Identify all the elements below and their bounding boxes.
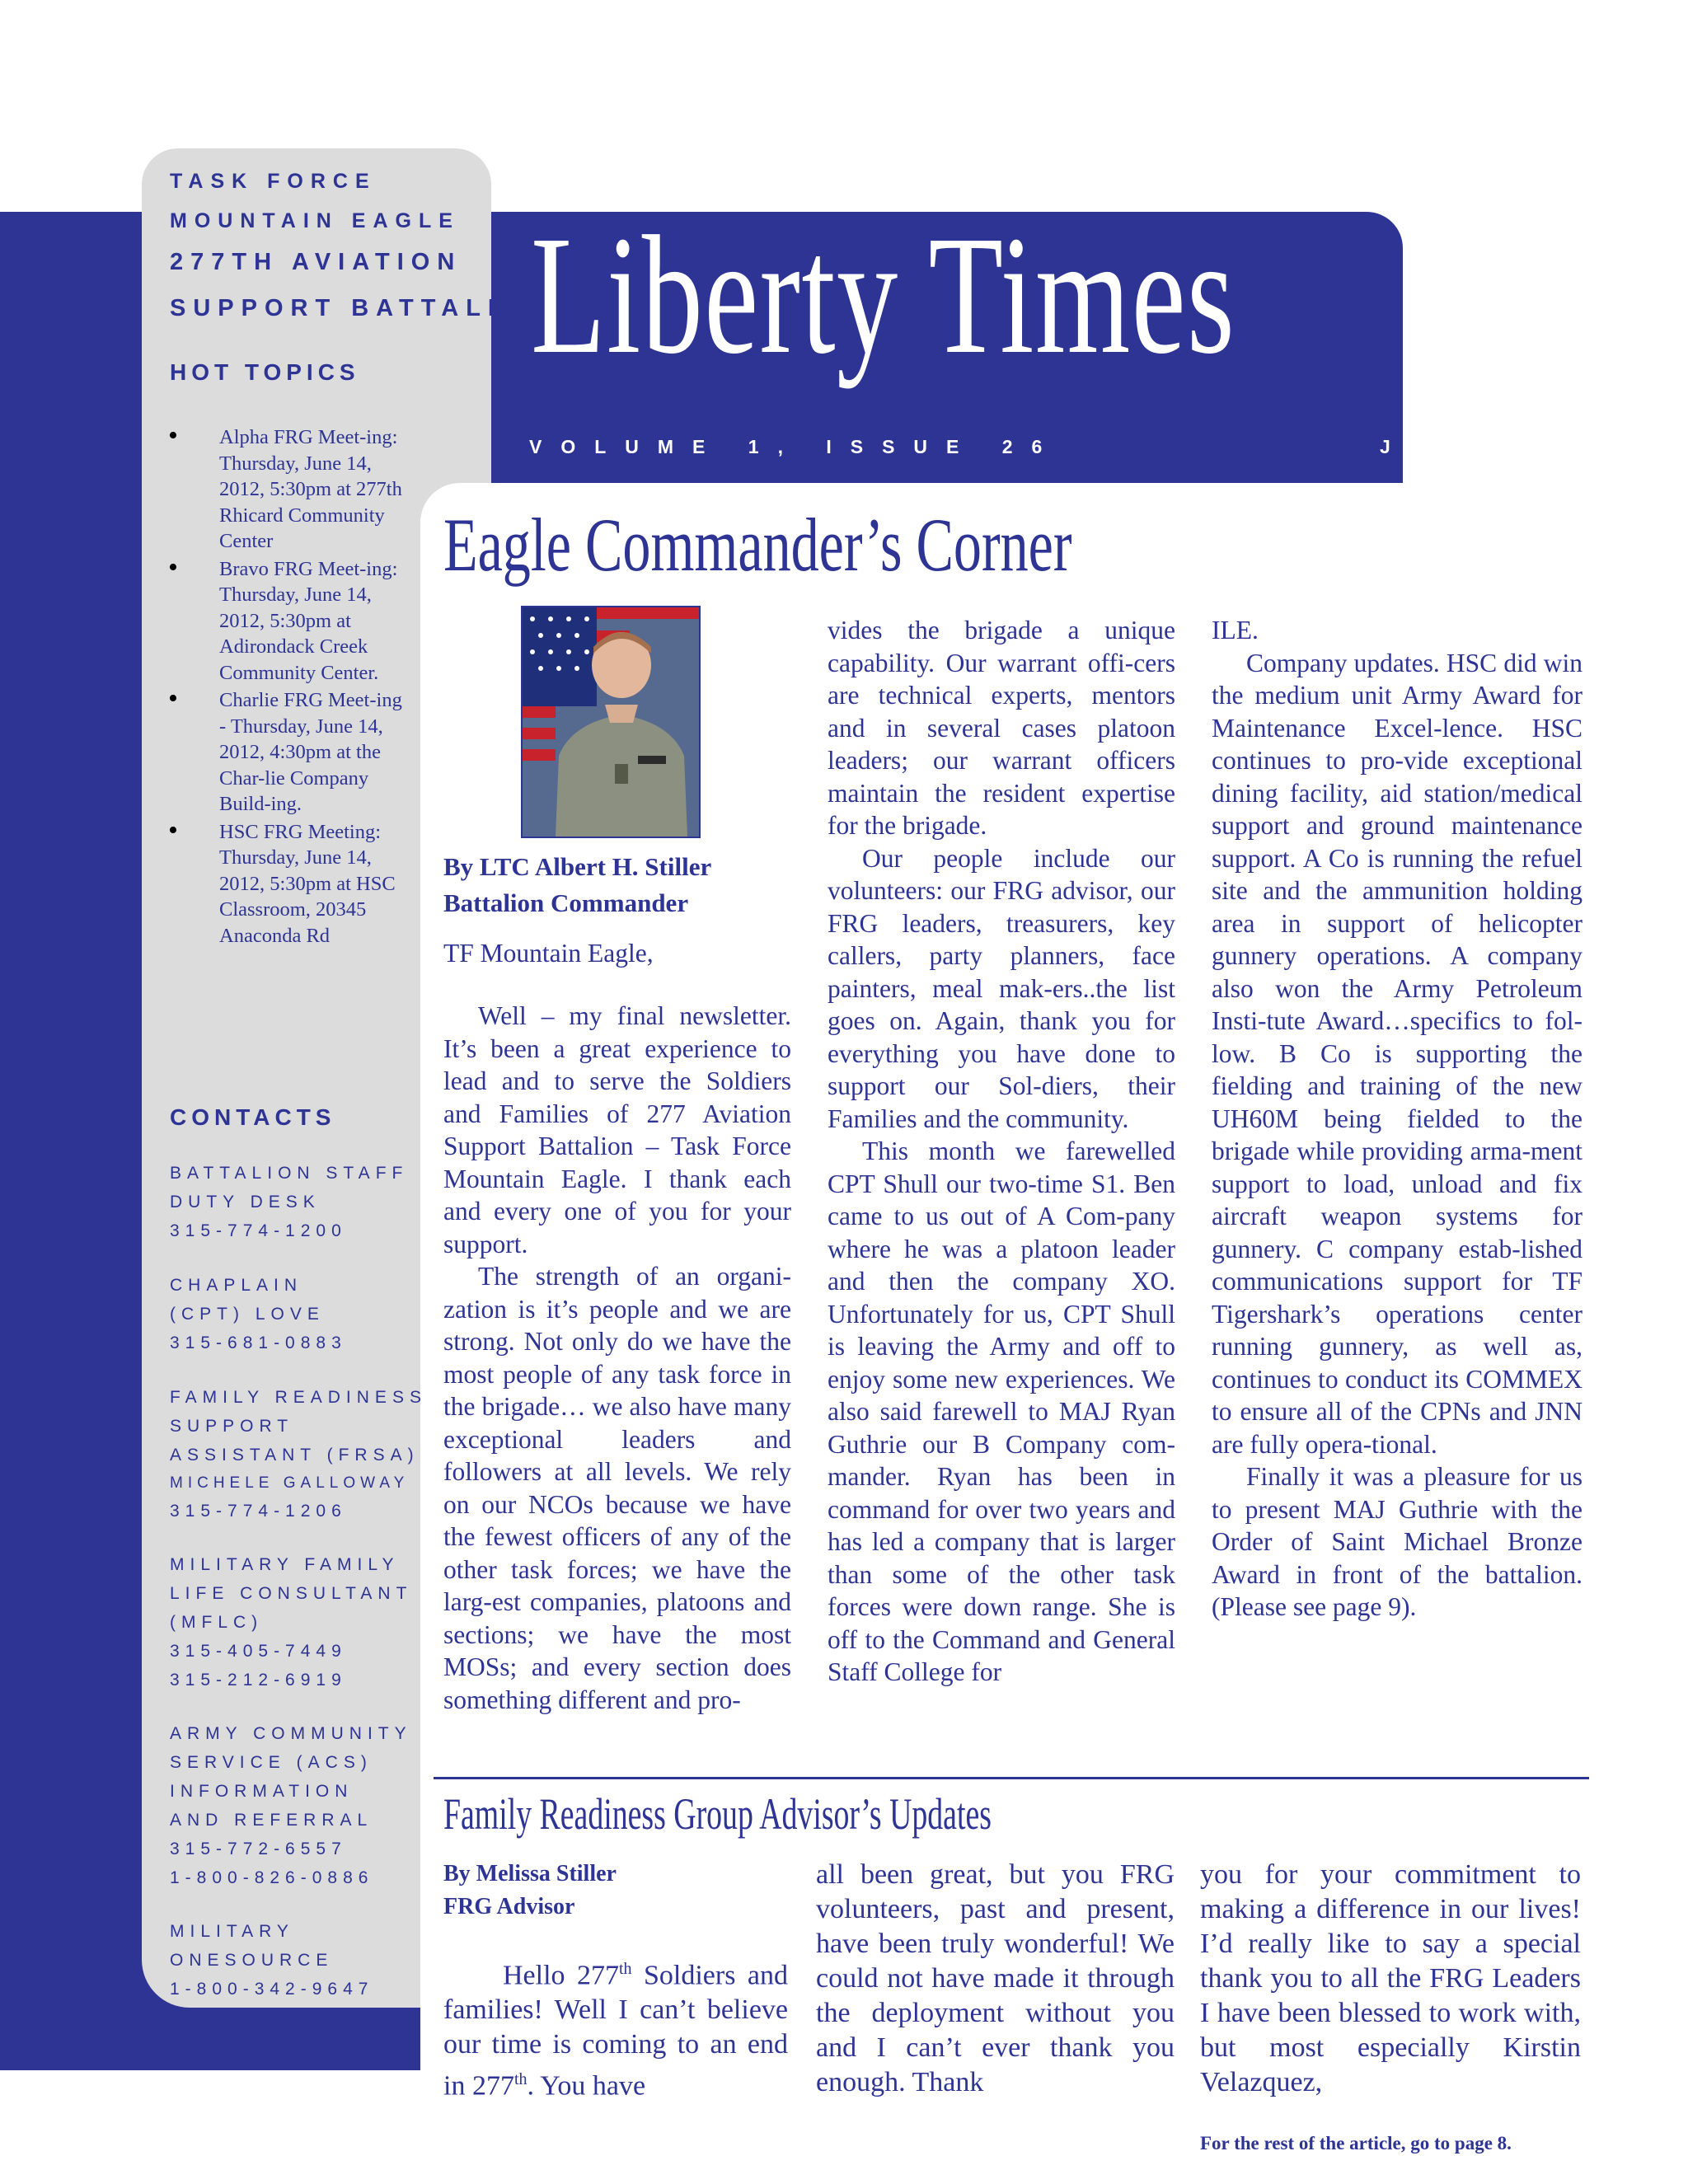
contact-phone: 1-800-826-0886	[170, 1868, 374, 1887]
commander-photo	[521, 606, 701, 838]
greeting: TF Mountain Eagle,	[443, 939, 654, 968]
paragraph: Finally it was a pleasure for us to present MAJ Guthrie with the Order of Saint Michael Bronze Award in front of the battalion. (Please see page 9).	[1212, 1462, 1582, 1621]
contact-phone: 315-681-0883	[170, 1333, 347, 1352]
hot-topic-item: • HSC FRG Meeting: Thursday, June 14, 2012, 5:30pm at HSC Classroom, 20345 Anaconda Rd	[163, 819, 410, 949]
contact-name: MICHELE GALLOWAY	[170, 1474, 410, 1492]
paragraph: Our people include our volunteers: our FRG advisor, our FRG leaders, treasurers, key callers, party planners, face painters, meal mak-ers..the list goes on. Again, thank you for everything you have done to support our Sol-diers, their Families and the community.	[828, 843, 1175, 1133]
masthead	[491, 200, 1409, 484]
hot-topics-list	[163, 424, 410, 950]
article-title: Eagle Commander’s Corner	[443, 503, 1072, 587]
contact-line: ARMY COMMUNITY	[170, 1724, 412, 1743]
contact-line: BATTALION STAFF	[170, 1164, 409, 1183]
contact-line: SERVICE (ACS)	[170, 1753, 373, 1772]
contact-line: FAMILY READINESS	[170, 1388, 427, 1407]
volume-issue: VOLUME 1, ISSUE 26	[529, 436, 1062, 457]
portrait-image	[523, 607, 699, 837]
superscript: th	[619, 1960, 632, 1978]
article1-column-1	[443, 1000, 791, 1716]
paragraph: you for your commitment to making a difference in our lives! I’d really like to say a special thank you to all the FRG Leaders I have been blessed to work with, but most especially Kirstin Velazquez,	[1200, 1859, 1581, 2097]
author-name: By Melissa Stiller	[443, 1861, 617, 1886]
unit-line-3: 277TH AVIATION	[170, 249, 462, 275]
contact-line: (CPT) LOVE	[170, 1305, 325, 1324]
unit-line-2: MOUNTAIN EAGLE	[170, 209, 460, 232]
contact-line: (MFLC)	[170, 1613, 264, 1632]
paragraph: Well – my final newsletter. It’s been a great experience to lead and to serve the Soldiers and Families of 277 Aviation Support Battalion – Task Force Mountain Eagle. I thank each and every one of you for your support.	[443, 1001, 791, 1258]
unit-line-4: SUPPORT BATTALION	[170, 295, 553, 321]
article1-column-2	[828, 614, 1175, 1689]
paragraph: ILE.	[1212, 616, 1259, 644]
contact-line: MILITARY	[170, 1922, 294, 1941]
contact-phone: 1-800-342-9647	[170, 1980, 374, 1999]
contact-phone: 315-772-6557	[170, 1840, 347, 1858]
section-divider	[434, 1777, 1589, 1779]
author-byline	[443, 1858, 617, 1924]
paragraph: The strength of an organi-zation is it’s people and we are strong. Not only do we have the most people of any task force in the brigade… we also have many exceptional leaders and followers at all levels. We rely on our NCOs because we have the fewest officers of any of the other task forces; we have the larg-est companies, platoons and sections; we have the most MOSs; and every section does something different and pro-	[443, 1262, 791, 1714]
author-name: By LTC Albert H. Stiller	[443, 852, 712, 881]
hot-topic-item: • Bravo FRG Meet-ing: Thursday, June 14, 2012, 5:30pm at Adirondack Creek Community Center.	[163, 556, 410, 687]
contact-line: INFORMATION	[170, 1782, 354, 1801]
paragraph	[443, 1952, 788, 2104]
superscript: th	[513, 2070, 528, 2089]
paragraph: This month we farewelled CPT Shull our two-time S1. Ben came to us out of A Com-pany where he was a platoon leader and then the company XO. Unfortunately for us, CPT Shull is leaving the Army and off to enjoy some new experiences. We also said farewell to MAJ Ryan Guthrie our B Company com-mander. Ryan has been in command for over two years and has led a company that is larger than some of the other task forces were down range. She is off to the Command and General Staff College for	[828, 1137, 1175, 1686]
contact-phone: 315-405-7449	[170, 1642, 347, 1661]
hot-topic-item: • Alpha FRG Meet-ing: Thursday, June 14, 2012, 5:30pm at 277th Rhicard Community Center	[163, 424, 410, 555]
contact-line: CHAPLAIN	[170, 1276, 303, 1295]
author-byline	[443, 849, 711, 921]
contact-line: SUPPORT	[170, 1417, 294, 1436]
contact-phone: 315-774-1200	[170, 1221, 347, 1240]
paragraph: all been great, but you FRG volunteers, past and present, have been truly wonderful! We could not have made it through the deployment without you and I can’t ever thank you enough. Thank	[816, 1859, 1175, 2097]
issue-date: J	[1380, 436, 1409, 457]
contact-line: LIFE CONSULTANT	[170, 1584, 413, 1603]
unit-line-1: TASK FORCE	[170, 170, 377, 193]
contact-line: MILITARY FAMILY	[170, 1555, 400, 1574]
text-run: Soldiers and families! Well I can’t believe our time is coming to an end in 277	[443, 1960, 788, 2102]
article1-column-3	[1212, 614, 1582, 1624]
contact-line: ONESOURCE	[170, 1951, 334, 1970]
text-run: Hello 277	[503, 1960, 619, 1991]
contact-line: DUTY DESK	[170, 1193, 321, 1212]
newsletter-title: Liberty Times	[531, 200, 1236, 389]
hot-topic-item: • Charlie FRG Meet-ing - Thursday, June 14, 2012, 4:30pm at the Char-lie Company Build-ing.	[163, 687, 410, 818]
contact-line: ASSISTANT (FRSA)	[170, 1446, 420, 1465]
paragraph: Company updates. HSC did win the medium unit Army Award for Maintenance Excel-lence. HSC continues to pro-vide exceptional dining facility, aid station/medical support and ground maintenance support. A Co is running the refuel site and the ammunition holding area in support of helicopter gunnery operations. A company also won the Army Petroleum Insti-tute Award…specifics to fol-low. B Co is supporting the fielding and training of the new UH60M being fielded to the brigade while providing arma-ment support to load, unload and fix aircraft weapon systems for gunnery. C company estab-lished communications support for TF Tigershark’s operations center running gunnery, as well as, continues to conduct its COMMEX to ensure all of the CPNs and JNN are fully opera-tional.	[1212, 648, 1582, 1459]
author-role: Battalion Commander	[443, 888, 689, 917]
article-title: Family Readiness Group Advisor’s Updates	[443, 1789, 992, 1839]
article2-column-2	[816, 1858, 1175, 2100]
contact-line: AND REFERRAL	[170, 1811, 373, 1830]
contacts-heading: CONTACTS	[170, 1104, 336, 1130]
article2-column-3	[1200, 1858, 1581, 2100]
text-run: . You have	[527, 2070, 646, 2102]
author-role: FRG Advisor	[443, 1894, 575, 1919]
continued-note: For the rest of the article, go to page 8.	[1200, 2133, 1512, 2154]
contact-phone: 315-212-6919	[170, 1671, 347, 1690]
contact-phone: 315-774-1206	[170, 1502, 347, 1521]
paragraph: vides the brigade a unique capability. Our warrant offi-cers are technical experts, mentors and in several cases platoon leaders; our warrant officers maintain the resident expertise for the brigade.	[828, 616, 1175, 840]
article2-column-1	[443, 1952, 788, 2104]
hot-topics-heading: HOT TOPICS	[170, 359, 360, 385]
